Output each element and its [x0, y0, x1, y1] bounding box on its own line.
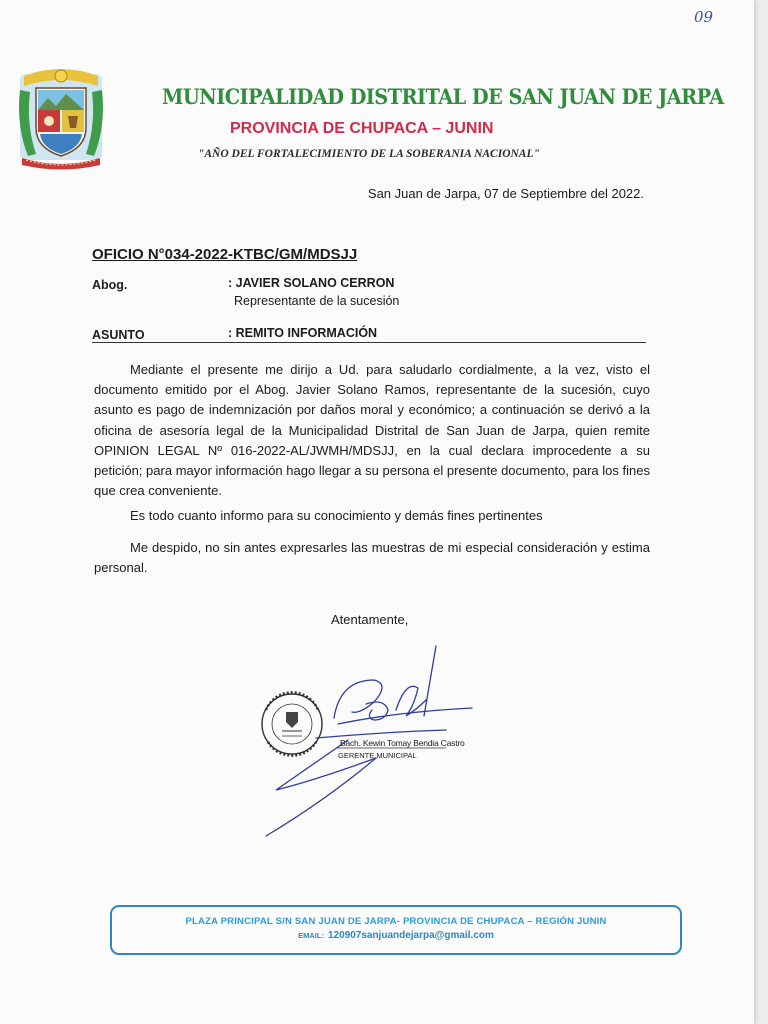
recipient-role: Representante de la sucesión: [234, 294, 400, 308]
municipality-title: MUNICIPALIDAD DISTRITAL DE SAN JUAN DE JARPA: [162, 84, 724, 109]
signer-name: Bach. Kewin Tomay Bendia Castro: [340, 738, 465, 748]
subject-label: ASUNTO: [92, 328, 145, 342]
body-paragraph-1: Mediante el presente me dirijo a Ud. para saludarlo cordialmente, a la vez, visto el documento emitido por el Abog. Javier Solano Ramos, representante de la sucesión, cuyo asunto es pago de indemnización por daños moral y económico; a continuación se derivó a la oficina de asesoría legal de la Municipalidad Distrital de San Juan de Jarpa, quien remite OPINION LEGAL Nº 016-2022-AL/JWMH/MDSJJ, en la cual declara improcedente a su petición; para mayor información hago llegar a su persona el presente documento, para los fines que crea conveniente.: [94, 362, 650, 499]
subject-divider: [92, 342, 646, 343]
municipal-stamp-icon: [262, 692, 322, 755]
footer-address: PLAZA PRINCIPAL S/N SAN JUAN DE JARPA- PROVINCIA DE CHUPACA – REGIÓN JUNIN: [185, 916, 607, 927]
footer-email-label: EMAIL:: [298, 931, 324, 940]
signer-title: GERENTE MUNICIPAL: [338, 751, 417, 760]
closing-salutation: Atentamente,: [331, 612, 409, 627]
recipient-label: Abog.: [92, 278, 128, 292]
footer-email-line: [112, 930, 680, 941]
footer-email: 120907sanjuandejarpa@gmail.com: [327, 930, 494, 941]
subject-value: : REMITO INFORMACIÓN: [228, 326, 378, 340]
body-paragraph-2: Es todo cuanto informo para su conocimiento y demás fines pertinentes: [130, 508, 543, 523]
body-paragraph-3: Me despido, no sin antes expresarles las muestras de mi especial consideración y estima personal.: [94, 540, 650, 576]
municipal-coat-of-arms-icon: [14, 66, 108, 172]
province-title: PROVINCIA DE CHUPACA – JUNIN: [230, 120, 494, 137]
handwritten-page-number: 09: [694, 8, 714, 26]
date-line: San Juan de Jarpa, 07 de Septiembre del 2022.: [367, 186, 644, 201]
year-motto: "AÑO DEL FORTALECIMIENTO DE LA SOBERANIA NACIONAL": [198, 148, 540, 160]
oficio-number: OFICIO N°034-2022-KTBC/GM/MDSJJ: [92, 246, 358, 263]
recipient-name: : JAVIER SOLANO CERRON: [228, 276, 395, 290]
footer-contact-box: [110, 905, 682, 955]
